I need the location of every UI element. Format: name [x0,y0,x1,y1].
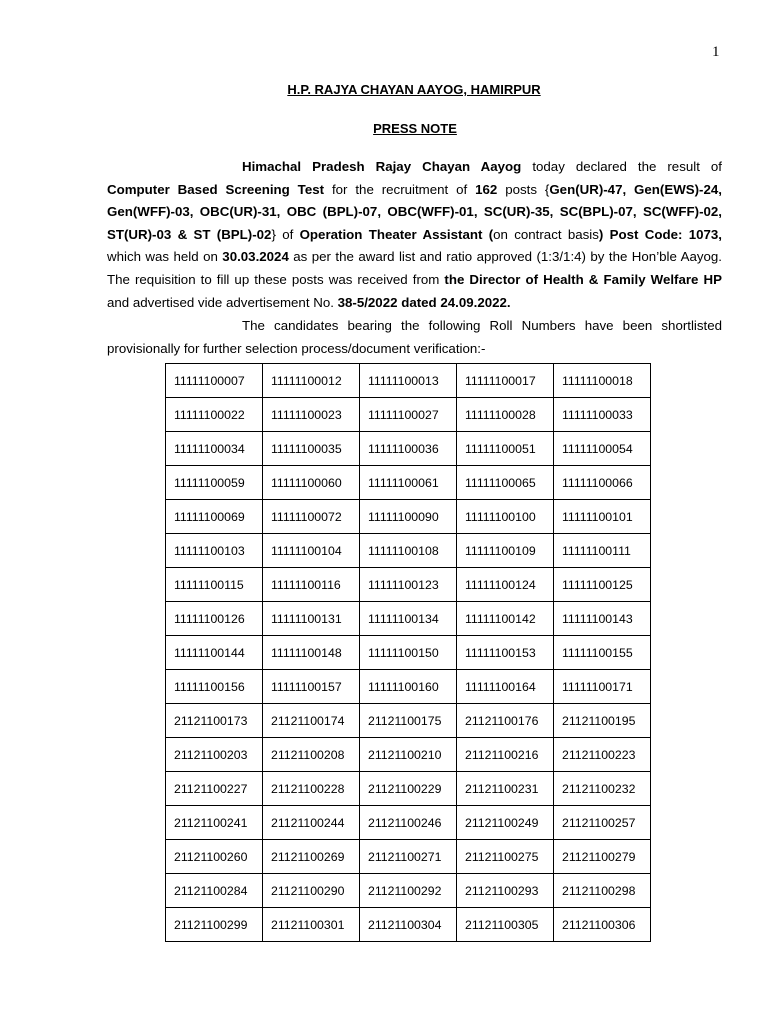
roll-number-cell: 21121100228 [263,772,360,806]
roll-number-cell: 11111100103 [166,534,263,568]
roll-number-cell: 21121100304 [360,908,457,942]
roll-number-cell: 11111100072 [263,500,360,534]
roll-number-cell: 21121100292 [360,874,457,908]
roll-number-cell: 11111100066 [554,466,651,500]
table-row [166,840,651,874]
roll-number-cell: 11111100027 [360,398,457,432]
roll-number-cell: 11111100013 [360,364,457,398]
table-row [166,568,651,602]
roll-number-cell: 11111100061 [360,466,457,500]
roll-number-cell: 21121100306 [554,908,651,942]
text-segment: Computer Based Screening Test [107,181,325,197]
roll-number-cell: 11111100155 [554,636,651,670]
text-segment: as per the award list and ratio approved (1:3/1:4) by the Hon’ble Aayog. The requisition to fill up these posts was received from [107,249,722,287]
roll-number-cell: 21121100232 [554,772,651,806]
text-segment: posts { [497,181,550,197]
roll-number-cell: 21121100290 [263,874,360,908]
roll-number-cell: 21121100176 [457,704,554,738]
roll-number-cell: 11111100101 [554,500,651,534]
roll-number-cell: 11111100108 [360,534,457,568]
table-row [166,738,651,772]
roll-number-cell: 21121100241 [166,806,263,840]
roll-number-cell: 11111100100 [457,500,554,534]
roll-number-cell: 11111100028 [457,398,554,432]
roll-number-cell: 21121100223 [554,738,651,772]
table-row [166,500,651,534]
roll-number-cell: 11111100036 [360,432,457,466]
table-row [166,772,651,806]
roll-number-cell: 11111100012 [263,364,360,398]
roll-number-cell: 11111100157 [263,670,360,704]
roll-number-cell: 11111100116 [263,568,360,602]
text-segment: today declared the result of [521,159,722,174]
exam-date: 30.03.2024 [222,249,289,265]
roll-number-cell: 21121100279 [554,840,651,874]
roll-number-cell: 11111100160 [360,670,457,704]
roll-number-cell: 11111100123 [360,568,457,602]
table-row [166,908,651,942]
roll-number-cell: 11111100022 [166,398,263,432]
roll-number-cell: 11111100033 [554,398,651,432]
roll-number-cell: 11111100131 [263,602,360,636]
roll-number-cell: 11111100164 [457,670,554,704]
roll-number-cell: 21121100293 [457,874,554,908]
advertisement-number: 38-5/2022 dated 24.09.2022. [337,294,511,310]
roll-number-cell: 21121100231 [457,772,554,806]
table-row [166,466,651,500]
text-segment: } of [271,226,300,242]
roll-number-cell: 11111100125 [554,568,651,602]
roll-number-cell: 21121100260 [166,840,263,874]
roll-number-table [165,363,651,942]
table-row [166,534,651,568]
table-row [166,636,651,670]
roll-number-cell: 11111100034 [166,432,263,466]
roll-number-cell: 11111100065 [457,466,554,500]
table-row [166,398,651,432]
table-row [166,874,651,908]
roll-number-cell: 21121100208 [263,738,360,772]
roll-number-cell: 11111100069 [166,500,263,534]
roll-number-cell: 21121100173 [166,704,263,738]
roll-number-cell: 11111100115 [166,568,263,602]
text-segment: Operation Theater Assistant ( [299,226,494,242]
roll-number-cell: 11111100156 [166,670,263,704]
text-segment: The candidates bearing the following Roll Numbers have been shortlisted provisionally for further selection process/document verification:- [107,318,722,356]
roll-number-cell: 11111100023 [263,398,360,432]
roll-number-cell: 21121100216 [457,738,554,772]
roll-number-cell: 11111100054 [554,432,651,466]
roll-number-cell: 11111100035 [263,432,360,466]
text-segment: 162 [475,181,498,197]
text-segment: Himachal Pradesh Rajay Chayan Aayog [242,159,522,174]
roll-number-cell: 21121100175 [360,704,457,738]
roll-number-cell: 21121100301 [263,908,360,942]
roll-number-cell: 11111100126 [166,602,263,636]
roll-number-cell: 21121100271 [360,840,457,874]
table-row [166,602,651,636]
roll-number-cell: 21121100195 [554,704,651,738]
roll-number-cell: 21121100249 [457,806,554,840]
press-note-title: PRESS NOTE [373,121,457,136]
roll-number-cell: 11111100144 [166,636,263,670]
post-code: ) Post Code: 1073, [598,226,722,242]
roll-number-cell: 21121100284 [166,874,263,908]
roll-number-cell: 11111100090 [360,500,457,534]
roll-number-cell: 11111100059 [166,466,263,500]
organization-title: H.P. RAJYA CHAYAN AAYOG, HAMIRPUR [287,82,541,97]
roll-number-cell: 21121100174 [263,704,360,738]
text-segment: for the recruitment of [324,181,476,197]
table-row [166,364,651,398]
roll-number-cell: 21121100210 [360,738,457,772]
table-row [166,704,651,738]
roll-number-cell: 21121100229 [360,772,457,806]
roll-number-cell: 11111100153 [457,636,554,670]
roll-number-cell: 11111100018 [554,364,651,398]
roll-number-cell: 11111100142 [457,602,554,636]
category-breakdown: Gen(UR)-47, Gen(EWS)-24, Gen(WFF)-03, OBC(UR)-31, OBC (BPL)-07, OBC(WFF)-01, SC(UR)-35, SC(BPL)-07, SC(WFF)-02, ST(UR)-03 & ST (BPL)-02 [107,181,722,242]
table-row [166,432,651,466]
roll-number-cell: 11111100109 [457,534,554,568]
roll-number-cell: 11111100111 [554,534,651,568]
roll-number-cell: 21121100227 [166,772,263,806]
roll-number-cell: 11111100060 [263,466,360,500]
roll-number-cell: 21121100299 [166,908,263,942]
text-segment: the Director of Health & Family Welfare HP [444,271,722,287]
roll-number-cell: 11111100051 [457,432,554,466]
table-row [166,806,651,840]
roll-number-cell: 11111100143 [554,602,651,636]
text-segment: on contract basis [493,226,599,242]
roll-number-cell: 21121100246 [360,806,457,840]
roll-number-cell: 11111100148 [263,636,360,670]
roll-number-cell: 21121100269 [263,840,360,874]
roll-number-cell: 21121100244 [263,806,360,840]
roll-number-cell: 21121100203 [166,738,263,772]
text-segment: and advertised vide advertisement No. [107,294,338,310]
roll-number-cell: 21121100257 [554,806,651,840]
roll-number-cell: 21121100275 [457,840,554,874]
roll-number-cell: 11111100171 [554,670,651,704]
roll-number-cell: 11111100150 [360,636,457,670]
text-segment: which was held on [107,249,223,265]
roll-number-cell: 11111100104 [263,534,360,568]
roll-number-cell: 21121100298 [554,874,651,908]
roll-number-cell: 11111100134 [360,602,457,636]
table-row [166,670,651,704]
roll-number-cell: 11111100124 [457,568,554,602]
roll-number-cell: 11111100017 [457,364,554,398]
roll-number-table-body [166,364,651,942]
announcement-paragraph [107,156,722,314]
shortlist-paragraph [107,315,722,360]
roll-number-cell: 21121100305 [457,908,554,942]
roll-number-cell: 11111100007 [166,364,263,398]
page-number: 1 [712,44,720,60]
